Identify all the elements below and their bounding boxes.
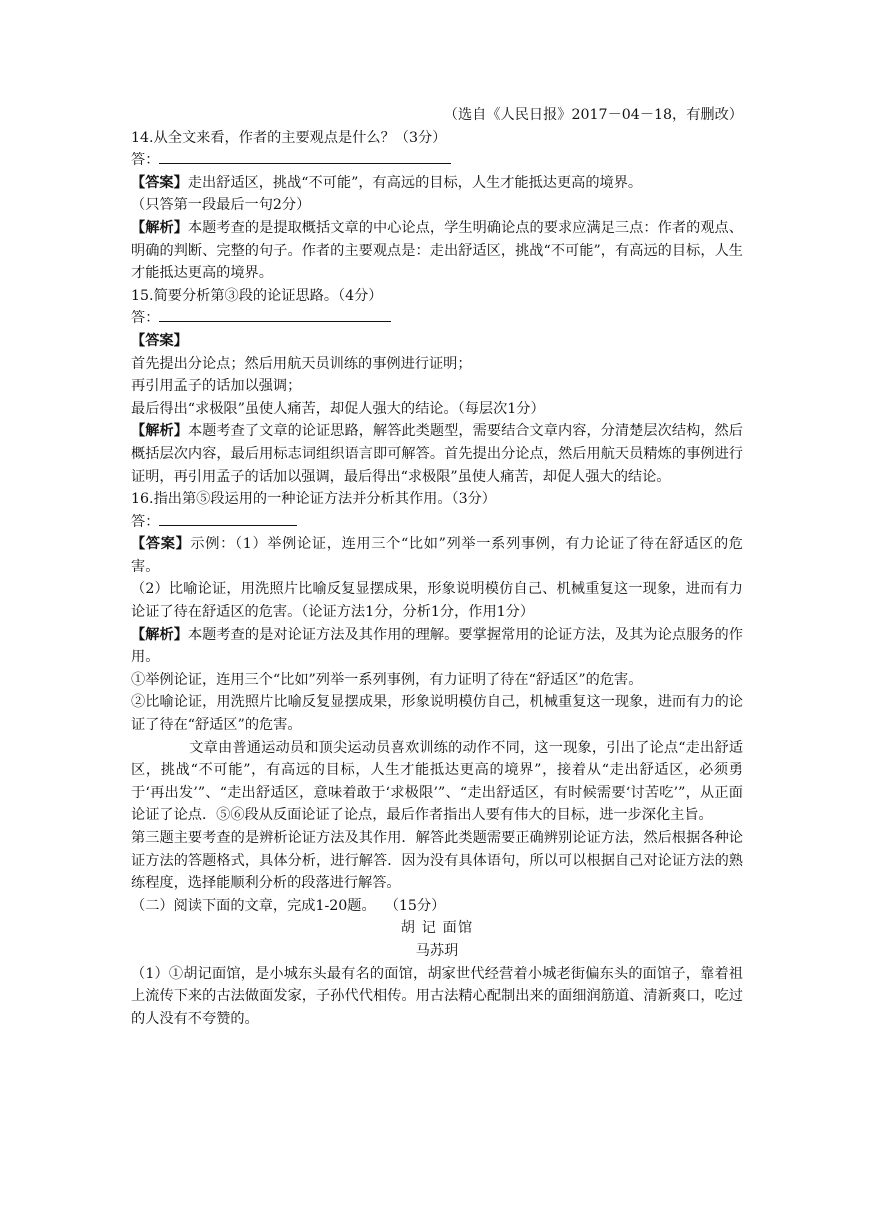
story-title: 胡 记 面馆 [400, 920, 474, 937]
answer-prefix: 答： [131, 152, 160, 169]
analysis-text: 本题考查的是提取概括文章的中心论点，学生明确论点的要求应满足三点：作者的观点、明确的判断、完整的句子。作者的主要观点是：走出舒适区，挑战“不可能”，有高远的目标，人生才能抵达更高的境界。 [131, 219, 743, 282]
answer-prefix: 答： [131, 513, 160, 530]
story-paragraph-1: （1）①胡记面馆，是小城东头最有名的面馆，胡家世代经营着小城老街偏东头的面馆子，靠着祖上流传下来的古法做面发家，子孙代代相传。用古法精心配制出来的面细润筋道、清新爽口，吃过的人没有不夸赞的。 [131, 965, 743, 1027]
analysis-16-point-2: ②比喻论证，用洗照片比喻反复显摆成果，形象说明模仿自己，机械重复这一现象，进而有力的论证了待在“舒适区”的危害。 [131, 694, 743, 734]
source-citation: （选自《人民日报》2017－04－18，有删改） [443, 107, 743, 123]
analysis-14 [131, 217, 743, 285]
answer-blank-16 [159, 511, 297, 526]
answer-tag-15: 【答案】 [131, 332, 188, 349]
analysis-text: 本题考查了文章的论证思路，解答此类题型，需要结合文章内容，分清楚层次结构，然后概括层次内容，最后用标志词组织语言即可解答。首先提出分论点，然后用航天员精炼的事例进行证明，再引用孟子的话加以强调，最后得出“求极限”虽使人痛苦，却促人强大的结论。 [131, 423, 743, 485]
question-14: 14.从全文来看，作者的主要观点是什么？（3分） [131, 129, 447, 146]
analysis-16-point-1: ①举例论证，连用三个“比如”列举一系列事例，有力证明了待在“舒适区”的危害。 [131, 671, 643, 688]
answer-15-step-1: 首先提出分论点；然后用航天员训练的事例进行证明； [131, 355, 472, 372]
analysis-text: 本题考查的是对论证方法及其作用的理解。要掌握常用的论证方法，及其为论点服务的作用。 [131, 626, 743, 666]
answer-text: 示例：（1）举例论证，连用三个“比如”列举一系列事例，有力论证了待在舒适区的危害。 [131, 536, 743, 575]
analysis-16 [131, 624, 743, 669]
answer-15-step-2: 再引用孟子的话加以强调； [131, 378, 302, 395]
analysis-15 [131, 420, 743, 488]
answer-14-note: （只答第一段最后一句2分） [131, 197, 311, 214]
answer-tag: 【答案】 [131, 536, 191, 553]
answer-16-part-1 [131, 533, 743, 578]
answer-16-part-2: （2）比喻论证，用洗照片比喻反复显摆成果，形象说明模仿自己、机械重复这一现象，进而有力论证了待在舒适区的危害。（论证方法1分，分析1分，作用1分） [131, 581, 743, 621]
question-15: 15.简要分析第③段的论证思路。（4分） [131, 287, 383, 304]
answer-line-16 [131, 511, 743, 534]
question-16: 16.指出第⑤段运用的一种论证方法并分析其作用。（3分） [131, 491, 496, 508]
story-author: 马苏玥 [415, 942, 459, 959]
answer-15-step-3: 最后得出“求极限”虽使人痛苦，却促人强大的结论。（每层次1分） [131, 400, 545, 417]
section-heading: （二）阅读下面的文章，完成1-20题。 （15分） [131, 897, 446, 914]
answer-tag: 【答案】 [131, 174, 188, 191]
answer-line-14 [131, 149, 743, 172]
summary-paragraph-1: 文章由普通运动员和顶尖运动员喜欢训练的动作不同，这一现象，引出了论点“走出舒适区，挑战“不可能”，有高远的目标，人生才能抵达更高的境界”，接着从“走出舒适区，必须勇于‘再出发’”、“走出舒适区，意味着敢于‘求极限’”、“走出舒适区，有时候需要‘讨苦吃’”，从正面论证了论点．⑤⑥段从反面论证了论点，最后作者指出人要有伟大的目标，进一步深化主旨。 [131, 739, 743, 824]
analysis-tag: 【解析】 [131, 219, 188, 236]
answer-text: 走出舒适区，挑战“不可能”，有高远的目标，人生才能抵达更高的境界。 [187, 174, 643, 191]
document-page [131, 104, 743, 1030]
analysis-tag: 【解析】 [131, 423, 188, 440]
answer-prefix: 答： [131, 310, 160, 327]
answer-blank-15 [159, 307, 391, 322]
analysis-tag: 【解析】 [131, 626, 188, 643]
answer-blank-14 [159, 149, 451, 164]
answer-14 [131, 172, 743, 195]
answer-line-15 [131, 307, 743, 330]
summary-paragraph-2: 第三题主要考查的是辨析论证方法及其作用．解答此类题需要正确辨别论证方法，然后根据各种论证方法的答题格式，具体分析，进行解答．因为没有具体语句，所以可以根据自己对论证方法的熟练程度，选择能顺利分析的段落进行解答。 [131, 830, 743, 892]
